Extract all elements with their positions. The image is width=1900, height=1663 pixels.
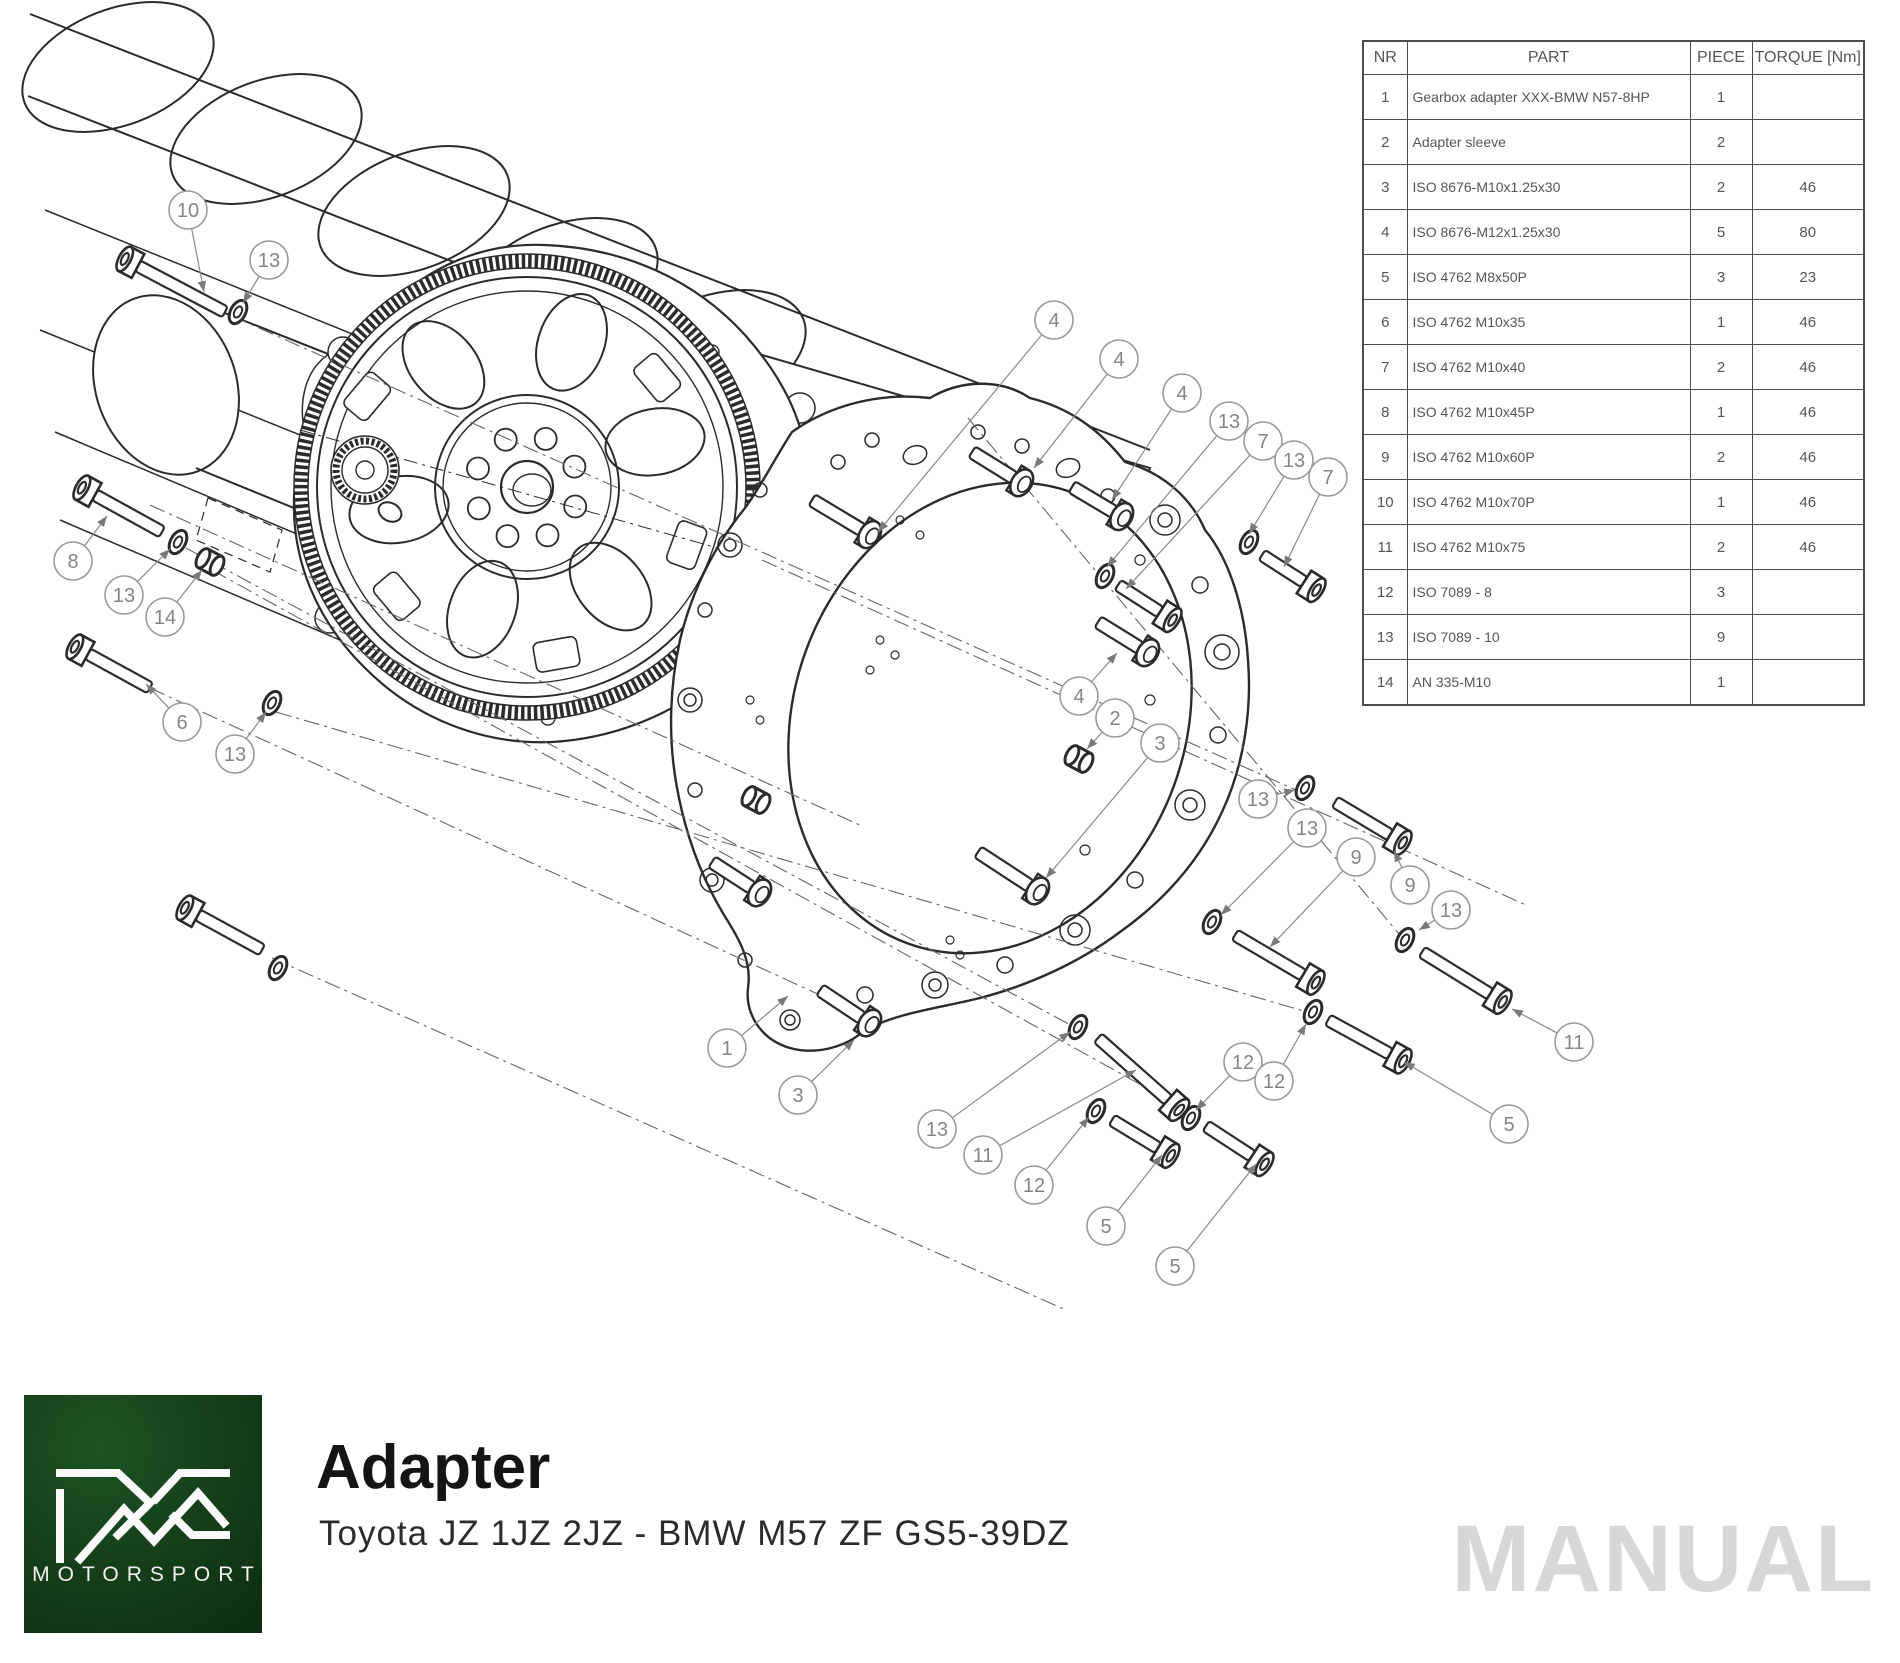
callout-number: 4: [1113, 349, 1125, 371]
washer: [1066, 1012, 1091, 1041]
table-cell: 46: [1752, 390, 1864, 435]
table-cell: 46: [1752, 480, 1864, 525]
socket-bolt: [1415, 941, 1515, 1017]
table-cell: 1: [1363, 75, 1407, 120]
table-header: TORQUE [Nm]: [1752, 41, 1864, 75]
table-cell: 46: [1752, 165, 1864, 210]
callout-balloon: [1156, 1164, 1256, 1285]
callout-balloon: [1404, 1062, 1528, 1143]
washer: [266, 953, 291, 982]
callout-number: 11: [1563, 1032, 1585, 1054]
table-cell: ISO 4762 M10x45P: [1407, 390, 1690, 435]
washer: [166, 527, 191, 556]
washer: [1301, 997, 1326, 1026]
callout-balloon: [1015, 1117, 1089, 1204]
table-cell: 80: [1752, 210, 1864, 255]
socket-bolt: [173, 893, 268, 962]
table-row: [1363, 615, 1864, 660]
socket-bolt: [70, 473, 168, 544]
table-cell: ISO 4762 M10x35: [1407, 300, 1690, 345]
callout-number: 13: [925, 1119, 949, 1141]
callout-number: 9: [1350, 847, 1362, 869]
table-cell: 2: [1690, 165, 1752, 210]
callout-number: 10: [176, 200, 200, 222]
table-cell: 46: [1752, 525, 1864, 570]
callout-number: 13: [1217, 411, 1241, 433]
table-cell: 1: [1690, 75, 1752, 120]
table-row: [1363, 390, 1864, 435]
table-cell: 46: [1752, 300, 1864, 345]
table-cell: 2: [1690, 525, 1752, 570]
callout-balloon: [1221, 809, 1326, 915]
table-header: PIECE: [1690, 41, 1752, 75]
table-cell: 5: [1363, 255, 1407, 300]
callout-balloon: [918, 1032, 1070, 1148]
callout-number: 11: [972, 1145, 994, 1167]
callout-number: 3: [1154, 733, 1166, 755]
table-cell: 10: [1363, 480, 1407, 525]
table-cell: 12: [1363, 570, 1407, 615]
table-cell: 14: [1363, 660, 1407, 706]
callout-number: 1: [721, 1038, 733, 1060]
parts-table: [1362, 40, 1865, 706]
table-cell: 3: [1690, 255, 1752, 300]
table-cell: 2: [1690, 345, 1752, 390]
table-cell: 1: [1690, 300, 1752, 345]
socket-bolt: [1199, 1115, 1277, 1179]
callout-number: 7: [1257, 431, 1269, 453]
callout-number: 13: [1439, 900, 1463, 922]
table-row: [1363, 570, 1864, 615]
table-cell: 13: [1363, 615, 1407, 660]
callout-number: 12: [1022, 1175, 1046, 1197]
callout-balloon: [1270, 838, 1375, 947]
callout-number: 3: [792, 1085, 804, 1107]
table-cell: 5: [1690, 210, 1752, 255]
washer: [1293, 773, 1318, 802]
callout-balloon: [243, 241, 288, 303]
callout-number: 8: [67, 551, 79, 573]
table-cell: 2: [1690, 435, 1752, 480]
pmc-motorsport-logo: [24, 1395, 262, 1633]
table-cell: 1: [1690, 390, 1752, 435]
washer: [1393, 925, 1418, 954]
table-cell: 11: [1363, 525, 1407, 570]
table-cell: ISO 4762 M10x75: [1407, 525, 1690, 570]
table-cell: ISO 7089 - 8: [1407, 570, 1690, 615]
table-row: [1363, 255, 1864, 300]
table-row: [1363, 120, 1864, 165]
callout-number: 6: [176, 712, 188, 734]
table-cell: 1: [1690, 480, 1752, 525]
table-cell: 8: [1363, 390, 1407, 435]
callout-number: 4: [1176, 383, 1188, 405]
table-cell: 4: [1363, 210, 1407, 255]
manual-watermark: MANUAL: [1451, 1506, 1875, 1612]
table-cell: 3: [1690, 570, 1752, 615]
callout-balloon: [54, 516, 107, 580]
table-row: [1363, 660, 1864, 706]
adapter-plate: [671, 384, 1256, 1051]
callout-number: 13: [1282, 450, 1306, 472]
table-cell: ISO 7089 - 10: [1407, 615, 1690, 660]
table-cell: ISO 4762 M10x70P: [1407, 480, 1690, 525]
table-cell: ISO 4762 M10x60P: [1407, 435, 1690, 480]
table-cell: 1: [1690, 660, 1752, 706]
callout-number: 4: [1073, 686, 1085, 708]
callout-number: 5: [1100, 1216, 1112, 1238]
table-cell: 7: [1363, 345, 1407, 390]
table-cell: ISO 4762 M10x40: [1407, 345, 1690, 390]
washer: [1084, 1096, 1109, 1125]
table-row: [1363, 300, 1864, 345]
table-cell: 23: [1752, 255, 1864, 300]
callout-number: 7: [1322, 467, 1334, 489]
table-cell: ISO 8676-M12x1.25x30: [1407, 210, 1690, 255]
adapter-sleeve: [193, 546, 227, 577]
callout-number: 14: [153, 607, 177, 629]
callout-number: 2: [1109, 708, 1121, 730]
table-cell: AN 335-M10: [1407, 660, 1690, 706]
table-cell: ISO 8676-M10x1.25x30: [1407, 165, 1690, 210]
callout-number: 13: [257, 250, 281, 272]
socket-bolt: [1255, 544, 1329, 605]
table-row: [1363, 435, 1864, 480]
table-row: [1363, 165, 1864, 210]
table-cell: [1752, 660, 1864, 706]
table-cell: 9: [1363, 435, 1407, 480]
callout-balloon: [1196, 1043, 1262, 1110]
table-row: [1363, 75, 1864, 120]
table-cell: 46: [1752, 345, 1864, 390]
table-cell: 6: [1363, 300, 1407, 345]
table-cell: Gearbox adapter XXX-BMW N57-8HP: [1407, 75, 1690, 120]
table-cell: ISO 4762 M8x50P: [1407, 255, 1690, 300]
callout-balloon: [1087, 1155, 1162, 1245]
callout-number: 5: [1503, 1114, 1515, 1136]
pmc-monogram-icon: [24, 1395, 262, 1633]
callout-number: 9: [1404, 875, 1416, 897]
washer: [1200, 907, 1225, 936]
callout-balloon: [169, 191, 207, 292]
table-row: [1363, 345, 1864, 390]
table-cell: 9: [1690, 615, 1752, 660]
table-cell: 2: [1363, 120, 1407, 165]
callout-number: 13: [1295, 818, 1319, 840]
page-subtitle: Toyota JZ 1JZ 2JZ - BMW M57 ZF GS5-39DZ: [319, 1514, 1070, 1553]
washer: [1237, 527, 1262, 556]
table-cell: [1752, 120, 1864, 165]
table-cell: Adapter sleeve: [1407, 120, 1690, 165]
socket-bolt: [63, 632, 156, 700]
table-cell: [1752, 570, 1864, 615]
socket-bolt: [1228, 923, 1328, 997]
callout-number: 13: [1246, 789, 1270, 811]
callout-balloon: [146, 684, 201, 741]
table-cell: [1752, 75, 1864, 120]
callout-balloon: [146, 570, 202, 636]
table-cell: [1752, 615, 1864, 660]
callout-number: 12: [1262, 1071, 1286, 1093]
callout-number: 5: [1169, 1256, 1181, 1278]
logo-caption: MOTORSPORT: [32, 1563, 262, 1586]
table-row: [1363, 210, 1864, 255]
table-cell: 46: [1752, 435, 1864, 480]
table-row: [1363, 480, 1864, 525]
callout-number: 4: [1048, 310, 1060, 332]
socket-bolt: [1322, 1008, 1415, 1076]
callout-number: 13: [112, 585, 136, 607]
table-cell: 3: [1363, 165, 1407, 210]
page-title: Adapter: [316, 1433, 551, 1502]
table-header: NR: [1363, 41, 1407, 75]
callout-number: 12: [1231, 1052, 1255, 1074]
table-header: PART: [1407, 41, 1690, 75]
callout-balloon: [1512, 1009, 1593, 1061]
callout-number: 13: [223, 744, 247, 766]
table-cell: 2: [1690, 120, 1752, 165]
callout-balloon: [1419, 891, 1470, 930]
table-row: [1363, 525, 1864, 570]
